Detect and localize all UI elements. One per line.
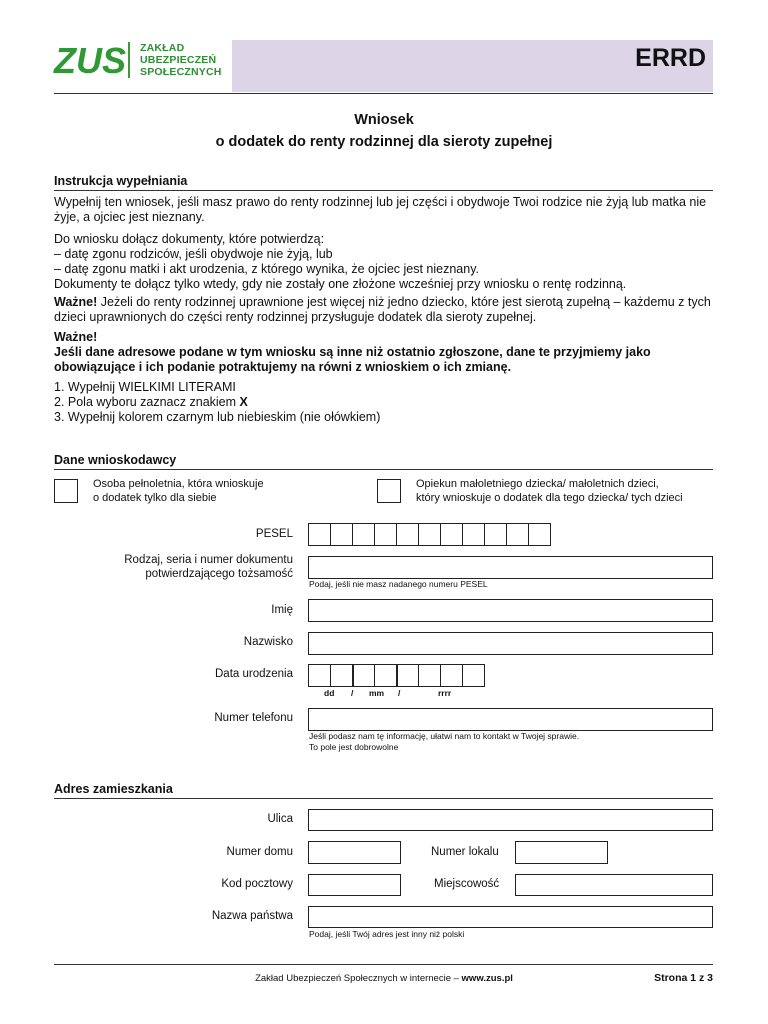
adult-applicant-checkbox[interactable] (54, 479, 78, 503)
birth-month-digit[interactable] (374, 664, 397, 687)
instructions-heading: Instrukcja wypełniania (54, 174, 188, 188)
instructions-documents-outro: Dokumenty te dołącz tylko wtedy, gdy nie zostały one złożone wcześniej przy wniosku o rentę rodzinną. (54, 277, 627, 291)
country-input[interactable] (308, 906, 713, 928)
country-label: Nazwa państwa (211, 910, 293, 922)
instructions-documents-item-2: – datę zgonu matki i akt urodzenia, z którego wynika, że ojciec jest nieznany. (54, 262, 479, 276)
postal-code-label: Kod pocztowy (221, 878, 293, 890)
birth-year-digit[interactable] (440, 664, 463, 687)
pesel-digit[interactable] (330, 523, 353, 546)
first-name-input[interactable] (308, 599, 713, 622)
date-format-mm: mm (369, 688, 385, 698)
instructions-paragraph-3 (54, 295, 716, 325)
guardian-applicant-label-line2: który wnioskuje o dodatek dla tego dziecka/ tych dzieci (416, 492, 683, 504)
important-address-label: Ważne! (54, 330, 98, 344)
phone-hint-line2: To pole jest dobrowolne (309, 742, 399, 752)
document-subtitle: o dodatek do renty rodzinnej dla sieroty zupełnej (215, 134, 553, 150)
document-title: Wniosek (354, 112, 414, 128)
flat-number-input[interactable] (515, 841, 608, 864)
birth-day-digit[interactable] (308, 664, 331, 687)
house-number-input[interactable] (308, 841, 401, 864)
address-divider (54, 798, 713, 799)
instruction-step-1: 1. Wypełnij WIELKIMI LITERAMI (54, 380, 236, 394)
pesel-digit[interactable] (374, 523, 397, 546)
birth-date-label: Data urodzenia (215, 668, 293, 680)
page-number: Strona 1 z 3 (654, 972, 713, 984)
flat-number-label: Numer lokalu (431, 846, 499, 858)
org-name-line2: UBEZPIECZEŃ (140, 54, 217, 66)
footer-text (0, 973, 768, 984)
applicant-divider (54, 469, 713, 470)
identity-document-label (124, 553, 293, 581)
birth-year-digit[interactable] (396, 664, 419, 687)
phone-hint-line1: Jeśli podasz nam tę informację, ułatwi nam to kontakt w Twojej sprawie. (309, 731, 580, 741)
adult-applicant-label (93, 477, 264, 505)
instruction-step-2-text: 2. Pola wyboru zaznacz znakiem (54, 395, 240, 409)
instruction-step-3: 3. Wypełnij kolorem czarnym lub niebieskim (nie ołówkiem) (54, 410, 381, 424)
date-format-sep2: / (398, 688, 401, 698)
adult-applicant-label-line1: Osoba pełnoletnia, która wnioskuje (93, 478, 264, 490)
zus-logo-mark: ZUS (54, 40, 126, 81)
instructions-paragraph-2 (54, 232, 716, 292)
zus-logo (54, 40, 126, 81)
identity-document-label-line1: Rodzaj, seria i numer dokumentu (124, 554, 293, 566)
identity-document-label-line2: potwierdzającego tożsamość (145, 568, 293, 580)
date-format-yyyy: rrrr (438, 688, 452, 698)
applicant-heading: Dane wnioskodawcy (54, 453, 177, 467)
pesel-digit[interactable] (308, 523, 331, 546)
instruction-step-2 (54, 395, 716, 410)
identity-document-input[interactable] (308, 556, 713, 579)
phone-hint (309, 731, 579, 753)
guardian-applicant-label-line1: Opiekun małoletniego dziecka/ małoletnich dzieci, (416, 478, 659, 490)
instructions-paragraph-4 (54, 330, 716, 375)
pesel-digit[interactable] (506, 523, 529, 546)
important-address-text: Jeśli dane adresowe podane w tym wniosku są inne niż ostatnio zgłoszone, dane te przyjmiemy jako obowiązujące i ich podanie potraktujemy na równi z wnioskiem o ich zmianę. (54, 345, 651, 374)
phone-label: Numer telefonu (214, 712, 293, 724)
city-input[interactable] (515, 874, 713, 896)
birth-year-digit[interactable] (462, 664, 485, 687)
postal-code-input[interactable] (308, 874, 401, 896)
birth-day-digit[interactable] (330, 664, 353, 687)
street-label: Ulica (267, 813, 293, 825)
instruction-step-2-mark: X (239, 395, 248, 409)
pesel-digit[interactable] (440, 523, 463, 546)
footer-divider (54, 964, 713, 965)
date-format-sep1: / (351, 688, 354, 698)
birth-year-digit[interactable] (418, 664, 441, 687)
pesel-digit[interactable] (528, 523, 551, 546)
country-hint: Podaj, jeśli Twój adres jest inny niż polski (309, 929, 465, 939)
instructions-divider (54, 190, 713, 191)
important-text: Jeżeli do renty rodzinnej uprawnione jest więcej niż jedno dziecko, które jest sierotą zupełną – każdemu z tych dzieci uprawnionych do części renty rodzinnej przysługuje dodatek dla sieroty zupełnej. (54, 295, 711, 324)
first-name-label: Imię (271, 604, 293, 616)
footer-link[interactable]: www.zus.pl (461, 973, 513, 984)
city-label: Miejscowość (434, 878, 500, 890)
important-label: Ważne! (54, 295, 98, 309)
instructions-paragraph-1: Wypełnij ten wniosek, jeśli masz prawo do renty rodzinnej lub jej części i obydwoje Twoi rodzice nie żyją lub matka nie żyje, a ojciec jest nieznany. (54, 195, 707, 224)
org-name-line3: SPOŁECZNYCH (140, 66, 222, 78)
instructions-steps (54, 380, 716, 425)
instructions-documents-intro: Do wniosku dołącz dokumenty, które potwierdzą: (54, 232, 325, 246)
date-format-dd: dd (324, 688, 335, 698)
org-name-line1: ZAKŁAD (140, 42, 185, 54)
identity-document-hint: Podaj, jeśli nie masz nadanego numeru PESEL (309, 579, 488, 589)
pesel-label: PESEL (255, 528, 293, 540)
birth-date-input[interactable] (308, 664, 484, 687)
birth-month-digit[interactable] (352, 664, 375, 687)
address-heading: Adres zamieszkania (54, 782, 173, 796)
street-input[interactable] (308, 809, 713, 831)
last-name-label: Nazwisko (243, 636, 293, 648)
pesel-digit[interactable] (418, 523, 441, 546)
last-name-input[interactable] (308, 632, 713, 655)
pesel-digit[interactable] (352, 523, 375, 546)
org-name (140, 42, 222, 78)
form-code: ERRD (635, 44, 706, 72)
guardian-applicant-label (416, 477, 683, 505)
pesel-digit[interactable] (396, 523, 419, 546)
pesel-input[interactable] (308, 523, 550, 546)
house-number-label: Numer domu (226, 846, 293, 858)
pesel-digit[interactable] (484, 523, 507, 546)
pesel-digit[interactable] (462, 523, 485, 546)
phone-input[interactable] (308, 708, 713, 731)
logo-separator (128, 42, 130, 78)
guardian-applicant-checkbox[interactable] (377, 479, 401, 503)
adult-applicant-label-line2: o dodatek tylko dla siebie (93, 492, 217, 504)
instructions-documents-item-1: – datę zgonu rodziców, jeśli obydwoje nie żyją, lub (54, 247, 333, 261)
header-divider (54, 93, 713, 94)
footer-text-label: Zakład Ubezpieczeń Społecznych w internecie – (255, 973, 462, 984)
